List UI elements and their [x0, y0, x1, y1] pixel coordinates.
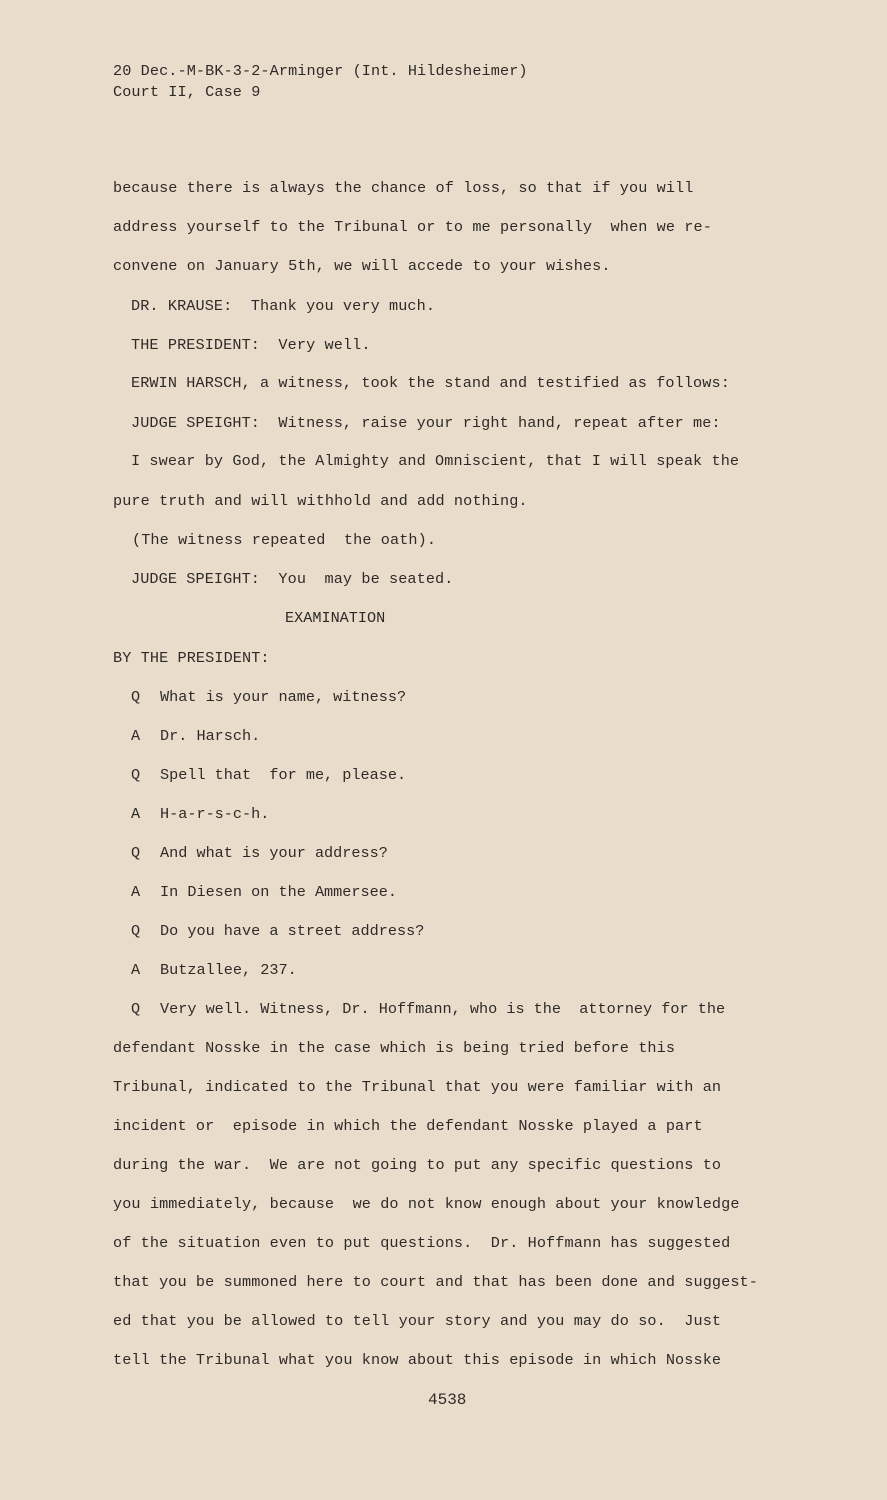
qa-mark: Q [131, 1000, 141, 1018]
qa-mark: Q [131, 766, 141, 784]
body-line: incident or episode in which the defendant Nosske played a part [113, 1117, 703, 1135]
body-line: during the war. We are not going to put any specific questions to [113, 1156, 722, 1174]
oath-line: pure truth and will withhold and add nothing. [113, 492, 528, 510]
qa-mark: Q [131, 844, 141, 862]
qa-text: What is your name, witness? [160, 688, 407, 706]
qa-text: Spell that for me, please. [160, 766, 407, 784]
body-line: of the situation even to put questions. Dr. Hoffmann has suggested [113, 1234, 731, 1252]
qa-text: Very well. Witness, Dr. Hoffmann, who is the attorney for the [160, 1000, 726, 1018]
qa-text: Butzallee, 237. [160, 961, 297, 979]
examiner-line: BY THE PRESIDENT: [113, 649, 270, 667]
speaker-line-president: THE PRESIDENT: Very well. [131, 336, 371, 354]
speaker-line-speight: JUDGE SPEIGHT: Witness, raise your right hand, repeat after me: [131, 414, 721, 432]
speaker-line-speight: JUDGE SPEIGHT: You may be seated. [131, 570, 454, 588]
body-line: that you be summoned here to court and that has been done and suggest- [113, 1273, 758, 1291]
section-heading: EXAMINATION [285, 609, 386, 627]
qa-mark: A [131, 805, 141, 823]
stage-direction: (The witness repeated the oath). [132, 531, 437, 549]
body-line: you immediately, because we do not know enough about your knowledge [113, 1195, 740, 1213]
qa-text: H-a-r-s-c-h. [160, 805, 270, 823]
qa-text: In Diesen on the Ammersee. [160, 883, 397, 901]
speaker-line-krause: DR. KRAUSE: Thank you very much. [131, 297, 436, 315]
qa-mark: Q [131, 922, 141, 940]
header-line-2: Court II, Case 9 [113, 83, 261, 101]
body-line: ed that you be allowed to tell your story and you may do so. Just [113, 1312, 722, 1330]
qa-mark: A [131, 883, 141, 901]
body-line: tell the Tribunal what you know about this episode in which Nosske [113, 1351, 722, 1369]
qa-text: Do you have a street address? [160, 922, 425, 940]
header-line-1: 20 Dec.-M-BK-3-2-Arminger (Int. Hildesheimer) [113, 62, 528, 80]
body-line: defendant Nosske in the case which is being tried before this [113, 1039, 676, 1057]
body-line: address yourself to the Tribunal or to me personally when we re- [113, 218, 712, 236]
body-line: convene on January 5th, we will accede to your wishes. [113, 257, 611, 275]
qa-text: Dr. Harsch. [160, 727, 261, 745]
body-line: Tribunal, indicated to the Tribunal that you were familiar with an [113, 1078, 722, 1096]
qa-mark: A [131, 961, 141, 979]
page-number: 4538 [428, 1391, 467, 1409]
body-line: because there is always the chance of loss, so that if you will [113, 179, 694, 197]
qa-mark: Q [131, 688, 141, 706]
qa-text: And what is your address? [160, 844, 388, 862]
oath-line: I swear by God, the Almighty and Omniscient, that I will speak the [131, 452, 740, 470]
qa-mark: A [131, 727, 141, 745]
witness-intro-line: ERWIN HARSCH, a witness, took the stand and testified as follows: [131, 374, 730, 392]
